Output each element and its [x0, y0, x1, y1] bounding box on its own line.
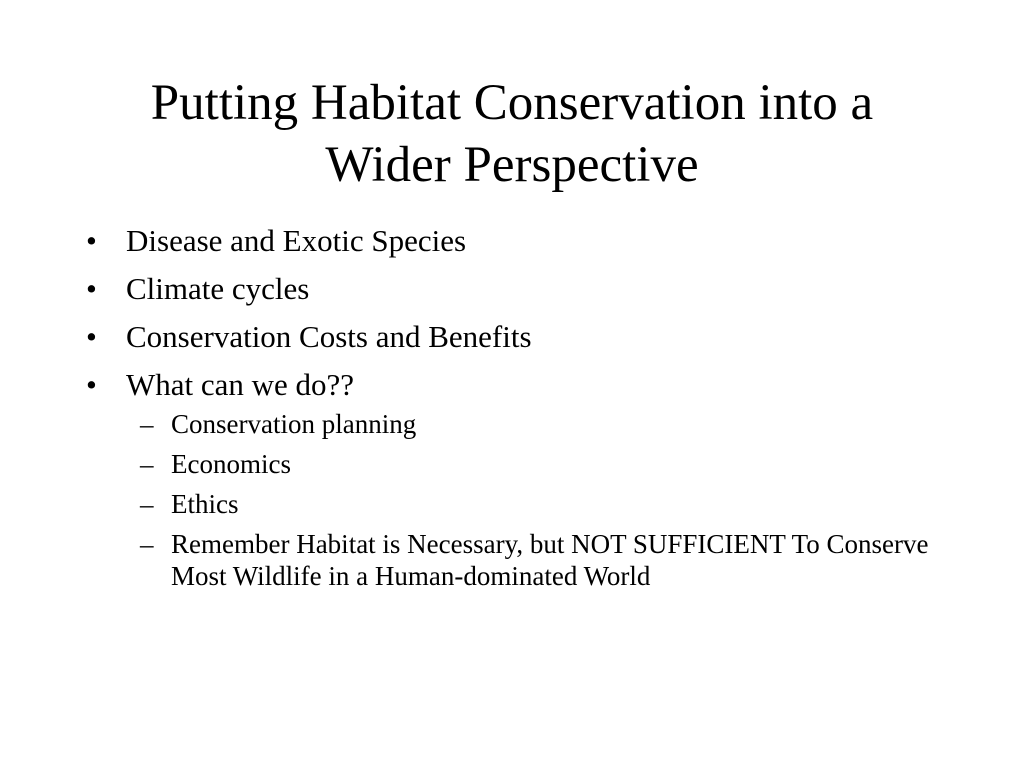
- bullet-marker: •: [86, 367, 97, 402]
- slide-title: [60, 72, 964, 196]
- bullet-text: Climate cycles: [126, 271, 310, 306]
- bullet-text: Conservation Costs and Benefits: [126, 319, 532, 354]
- sub-bullet-text: Remember Habitat is Necessary, but NOT SUFFICIENT To Conserve Most Wildlife in a Human-dominated World: [171, 529, 929, 591]
- bullet-item-climate: [86, 270, 946, 308]
- bullet-text: What can we do??: [126, 367, 355, 402]
- sub-bullet-remember-habitat: [126, 528, 951, 592]
- sub-bullet-list: [126, 408, 946, 592]
- sub-bullet-text: Conservation planning: [171, 409, 417, 439]
- bullet-list: [86, 222, 946, 602]
- sub-bullet-marker: –: [140, 529, 154, 559]
- sub-bullet-marker: –: [140, 449, 154, 479]
- sub-bullet-text: Economics: [171, 449, 291, 479]
- bullet-text: Disease and Exotic Species: [126, 223, 467, 258]
- slide-title-line-2: Wider Perspective: [325, 137, 699, 193]
- slide-title-line-1: Putting Habitat Conservation into a: [150, 75, 874, 131]
- sub-bullet-marker: –: [140, 409, 154, 439]
- sub-bullet-ethics: [126, 488, 951, 520]
- sub-bullet-economics: [126, 448, 951, 480]
- bullet-item-costs: [86, 318, 946, 356]
- bullet-marker: •: [86, 271, 97, 306]
- bullet-item-disease: [86, 222, 946, 260]
- bullet-item-what-can-we-do: [86, 366, 946, 592]
- sub-bullet-marker: –: [140, 489, 154, 519]
- sub-bullet-text: Ethics: [171, 489, 239, 519]
- bullet-marker: •: [86, 319, 97, 354]
- sub-bullet-planning: [126, 408, 951, 440]
- bullet-marker: •: [86, 223, 97, 258]
